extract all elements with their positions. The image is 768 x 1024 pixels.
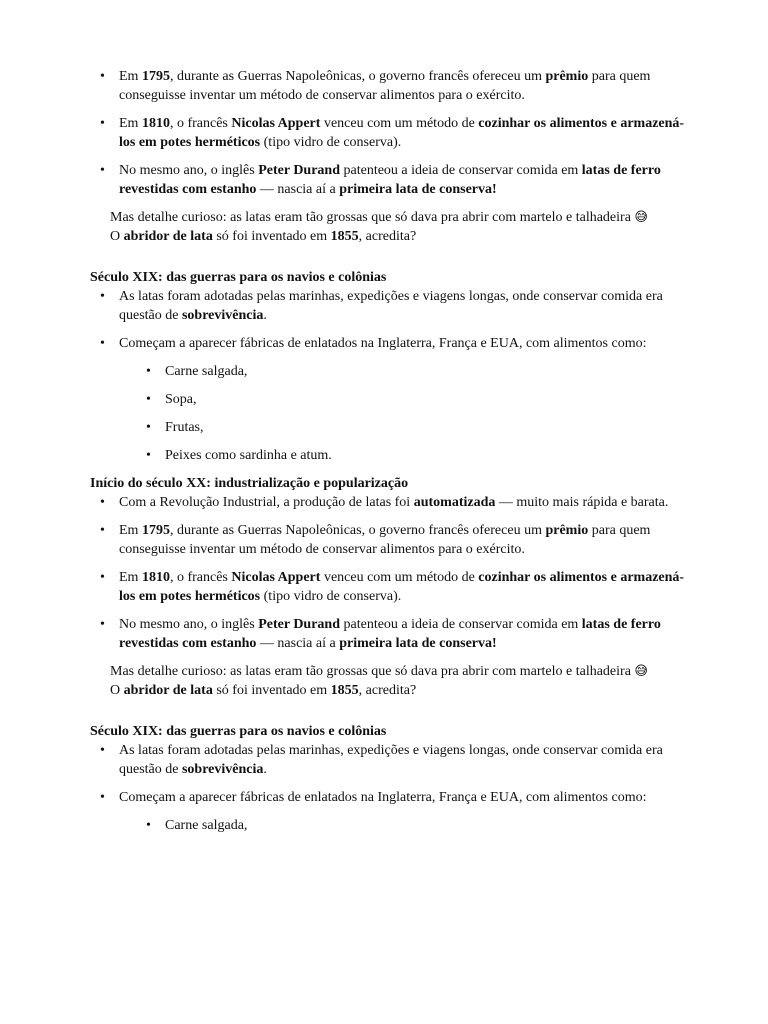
list-item: • Em 1810, o francês Nicolas Appert venceu com um método de cozinhar os alimentos e armazená-los em potes herméticos (tipo vidro de conserva). bbox=[90, 114, 690, 152]
list-item: • As latas foram adotadas pelas marinhas, expedições e viagens longas, onde conservar comida era questão de sobrevivência. bbox=[90, 741, 690, 779]
note-line: O abridor de lata só foi inventado em 1855, acredita? bbox=[110, 229, 417, 244]
list-item: • Com a Revolução Industrial, a produção de latas foi automatizada — muito mais rápida e barata. bbox=[90, 493, 690, 512]
section-heading: Século XIX: das guerras para os navios e colônias bbox=[90, 724, 387, 739]
section-heading: Início do século XX: industrialização e popularização bbox=[90, 476, 409, 491]
section-list bbox=[90, 741, 690, 835]
foods-list bbox=[119, 816, 690, 835]
curious-note bbox=[110, 662, 690, 700]
list-item: • Começam a aparecer fábricas de enlatados na Inglaterra, França e EUA, com alimentos como: • Carne salgada, bbox=[90, 788, 690, 835]
curious-note bbox=[110, 208, 690, 246]
list-item: • No mesmo ano, o inglês Peter Durand patenteou a ideia de conservar comida em latas de ferro revestidas com estanho — nascia aí a primeira lata de conserva! bbox=[90, 615, 690, 653]
food-item: • Sopa, bbox=[90, 390, 690, 409]
food-item: • Frutas, bbox=[90, 418, 690, 437]
food-item: • Carne salgada, bbox=[90, 362, 690, 381]
grinning-sweat-icon: 😅 bbox=[634, 210, 648, 225]
list-item: • Em 1810, o francês Nicolas Appert venceu com um método de cozinhar os alimentos e armazená-los em potes herméticos (tipo vidro de conserva). bbox=[90, 568, 690, 606]
list-item: • As latas foram adotadas pelas marinhas, expedições e viagens longas, onde conservar comida era questão de sobrevivência. bbox=[90, 287, 690, 325]
section-list bbox=[90, 493, 690, 653]
document-content bbox=[90, 67, 690, 844]
section-heading: Século XIX: das guerras para os navios e colônias bbox=[90, 270, 387, 285]
note-line: Mas detalhe curioso: as latas eram tão grossas que só dava pra abrir com martelo e talhadeira 😅 bbox=[110, 210, 648, 225]
section-list bbox=[90, 287, 690, 465]
note-line: Mas detalhe curioso: as latas eram tão grossas que só dava pra abrir com martelo e talhadeira 😅 bbox=[110, 664, 648, 679]
list-item: • No mesmo ano, o inglês Peter Durand patenteou a ideia de conservar comida em latas de ferro revestidas com estanho — nascia aí a primeira lata de conserva! bbox=[90, 161, 690, 199]
foods-list bbox=[119, 362, 690, 465]
note-line: O abridor de lata só foi inventado em 1855, acredita? bbox=[110, 683, 417, 698]
food-item: • Peixes como sardinha e atum. bbox=[90, 446, 690, 465]
grinning-sweat-icon: 😅 bbox=[634, 664, 648, 679]
list-item: • Em 1795, durante as Guerras Napoleônicas, o governo francês ofereceu um prêmio para quem conseguisse inventar um método de conservar alimentos para o exército. bbox=[90, 521, 690, 559]
list-item: • Começam a aparecer fábricas de enlatados na Inglaterra, França e EUA, com alimentos como: • Carne salgada, • Sopa, • Frutas, • Peixes como sardinha e atum. bbox=[90, 334, 690, 465]
list-item: • Em 1795, durante as Guerras Napoleônicas, o governo francês ofereceu um prêmio para quem conseguisse inventar um método de conservar alimentos para o exército. bbox=[90, 67, 690, 105]
intro-list bbox=[90, 67, 690, 199]
food-item: • Carne salgada, bbox=[90, 816, 690, 835]
